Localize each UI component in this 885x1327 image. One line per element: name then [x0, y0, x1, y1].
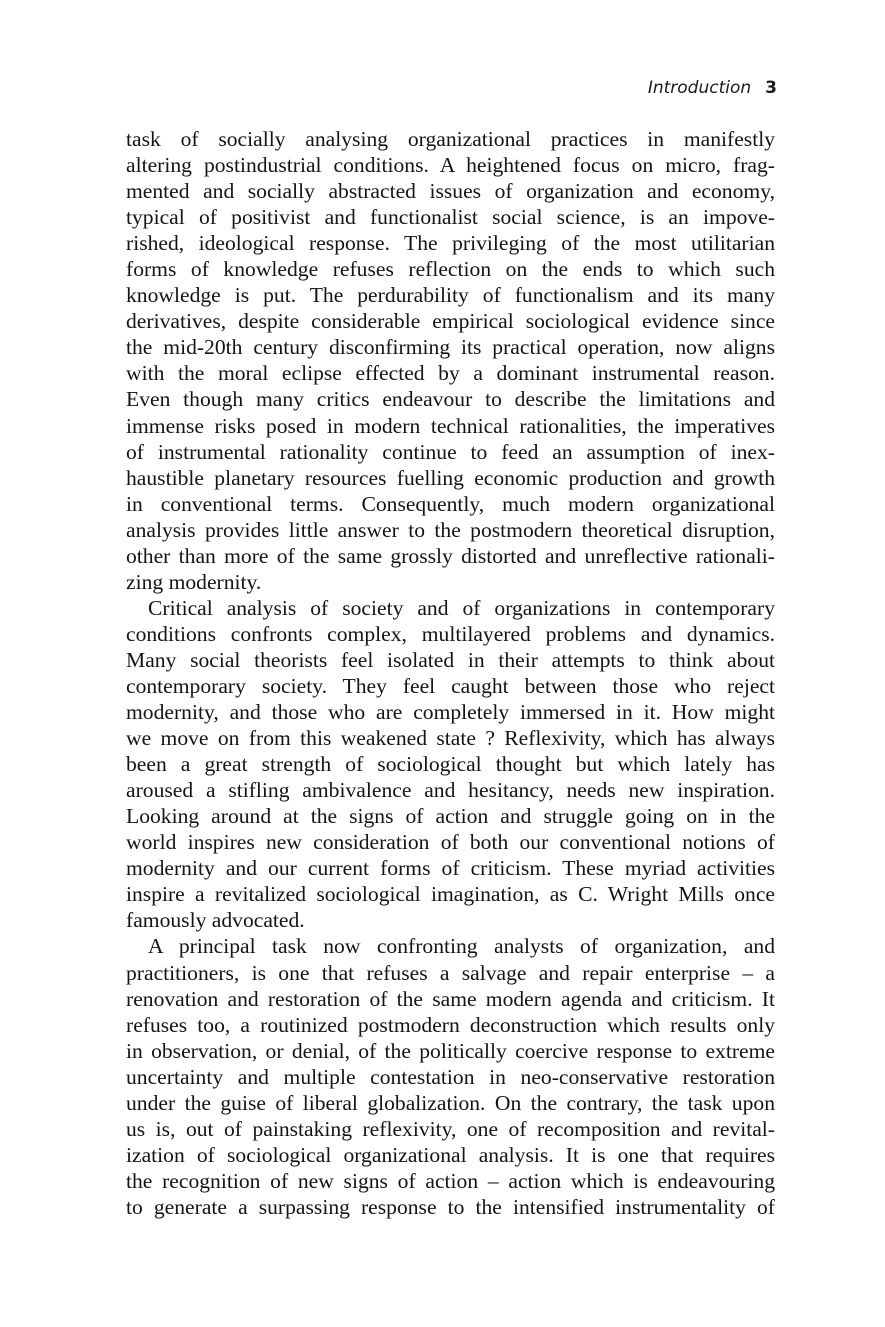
text-line: haustible planetary resources fuelling economic production and growth	[126, 465, 775, 490]
text-line: renovation and restoration of the same modern agenda and criticism. It	[126, 986, 775, 1011]
text-line: we move on from this weakened state ? Reflexivity, which has always	[126, 726, 775, 751]
text-line: typical of positivist and functionalist social science, is an impove-	[126, 205, 775, 230]
page-number: 3	[765, 78, 777, 98]
text-line: practitioners, is one that refuses a salvage and repair enterprise – a	[126, 960, 775, 985]
text-line: other than more of the same grossly distorted and unreflective rationali-	[126, 543, 775, 568]
text-line: Many social theorists feel isolated in their attempts to think about	[126, 647, 775, 672]
text-line: forms of knowledge refuses reflection on the ends to which such	[126, 257, 775, 282]
text-line: ization of sociological organizational analysis. It is one that requires	[126, 1142, 775, 1167]
text-line: knowledge is put. The perdurability of functionalism and its many	[126, 283, 775, 308]
running-head	[648, 78, 777, 98]
paragraph-2	[126, 595, 775, 934]
text-line: modernity, and those who are completely immersed in it. How might	[126, 700, 775, 725]
text-line: Even though many critics endeavour to describe the limitations and	[126, 387, 775, 412]
text-line: the recognition of new signs of action – action which is endeavouring	[126, 1168, 775, 1193]
text-line: conditions confronts complex, multilayered problems and dynamics.	[126, 621, 775, 646]
text-line: A principal task now confronting analysts of organization, and	[148, 934, 775, 959]
paragraph-1	[126, 126, 775, 595]
text-line: famously advocated.	[126, 908, 305, 933]
text-line: the mid-20th century disconfirming its practical operation, now aligns	[126, 335, 775, 360]
text-line: Critical analysis of society and of organizations in contemporary	[148, 595, 775, 620]
text-line: Looking around at the signs of action and struggle going on in the	[126, 804, 775, 829]
text-line: in observation, or denial, of the politically coercive response to extreme	[126, 1038, 775, 1063]
text-line: in conventional terms. Consequently, much modern organizational	[126, 491, 775, 516]
text-line: immense risks posed in modern technical rationalities, the imperatives	[126, 413, 775, 438]
text-line: altering postindustrial conditions. A heightened focus on micro, frag-	[126, 153, 775, 178]
text-line: uncertainty and multiple contestation in neo-conservative restoration	[126, 1064, 775, 1089]
text-line: us is, out of painstaking reflexivity, one of recomposition and revital-	[126, 1116, 775, 1141]
body-text	[126, 126, 775, 1220]
text-line: rished, ideological response. The privileging of the most utilitarian	[126, 231, 775, 256]
text-line: refuses too, a routinized postmodern deconstruction which results only	[126, 1012, 775, 1037]
text-line: to generate a surpassing response to the intensified instrumentality of	[126, 1194, 775, 1219]
text-line: world inspires new consideration of both our conventional notions of	[126, 830, 775, 855]
text-line: inspire a revitalized sociological imagination, as C. Wright Mills once	[126, 882, 775, 907]
text-line: mented and socially abstracted issues of organization and economy,	[126, 179, 775, 204]
text-line: aroused a stifling ambivalence and hesitancy, needs new inspiration.	[126, 778, 775, 803]
text-line: been a great strength of sociological thought but which lately has	[126, 752, 775, 777]
text-line: contemporary society. They feel caught between those who reject	[126, 673, 775, 698]
paragraph-3	[126, 933, 775, 1220]
text-line: under the guise of liberal globalization. On the contrary, the task upon	[126, 1090, 775, 1115]
text-line: analysis provides little answer to the postmodern theoretical disruption,	[126, 517, 775, 542]
running-head-section-title: Introduction	[647, 78, 752, 98]
text-line: task of socially analysing organizational practices in manifestly	[126, 127, 775, 151]
text-line: modernity and our current forms of criticism. These myriad activities	[126, 856, 775, 881]
text-line: zing modernity.	[126, 569, 262, 594]
text-line: derivatives, despite considerable empirical sociological evidence since	[126, 309, 775, 334]
text-line: with the moral eclipse effected by a dominant instrumental reason.	[126, 361, 775, 386]
text-line: of instrumental rationality continue to feed an assumption of inex-	[126, 439, 775, 464]
